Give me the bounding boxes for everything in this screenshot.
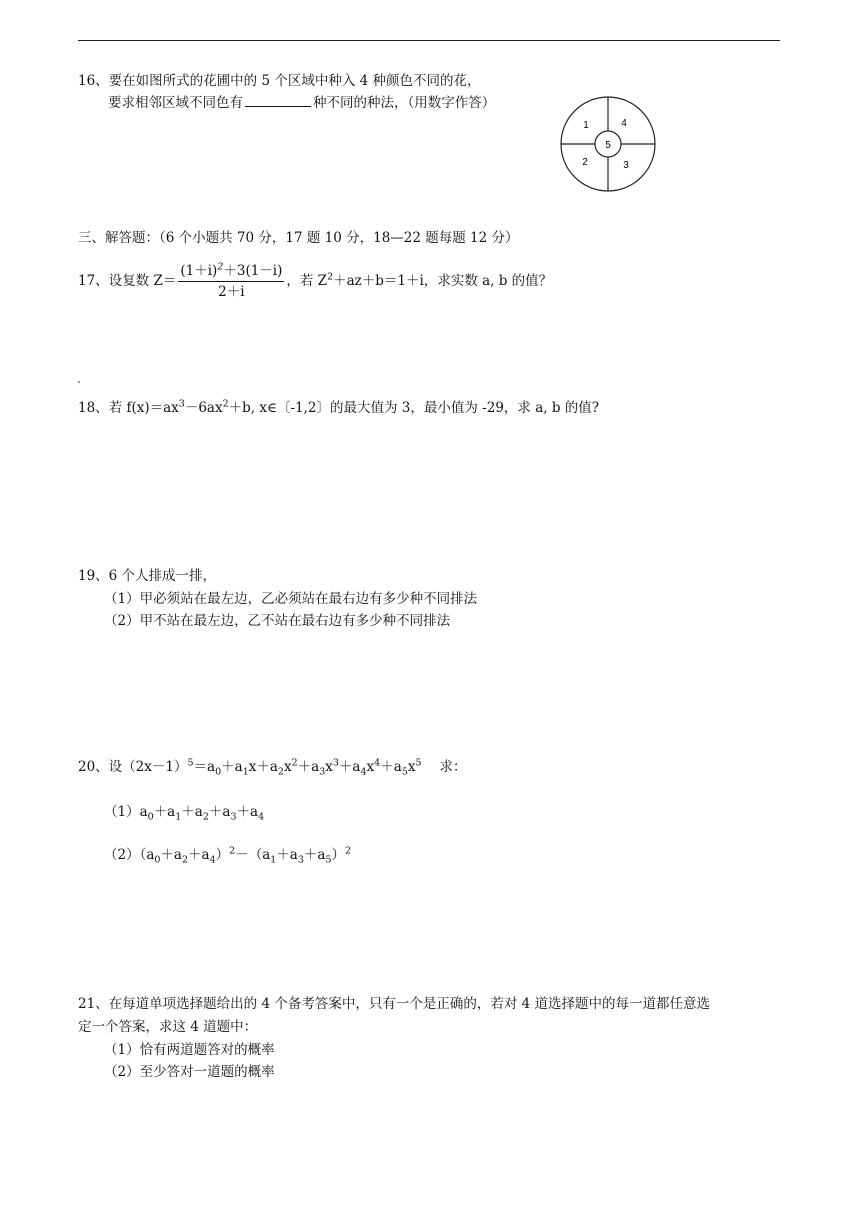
- q18-a: 18、若 f(x)＝ax: [78, 400, 179, 416]
- q20-p2-s2: 2: [182, 854, 189, 866]
- answer-blank: [245, 94, 311, 107]
- q20-part1: [104, 803, 264, 821]
- q21-line2: 定一个答案，求这 4 道题中：: [78, 1019, 258, 1035]
- q20-s0: 0: [215, 766, 222, 778]
- q17-num-exp: 2: [217, 261, 224, 273]
- q20-s4: 4: [360, 766, 367, 778]
- q20-e: 5: [187, 757, 194, 769]
- q17-fraction: [178, 261, 284, 302]
- q20-p2-c: ＋a: [188, 847, 210, 863]
- q20-tail: 求：: [439, 759, 467, 775]
- q16-line2-post: 种不同的种法，（用数字作答）: [313, 95, 496, 111]
- q20-p2-s5: 5: [325, 854, 332, 866]
- q20-t8: ＋a: [380, 759, 402, 775]
- q20-p2-e2: 2: [345, 845, 352, 857]
- q20-p1-s4: 4: [258, 811, 265, 823]
- q18: [78, 399, 599, 417]
- q20-p2-e1: 2: [229, 845, 236, 857]
- q20-s2: 2: [277, 766, 284, 778]
- region-label-2: 2: [582, 157, 588, 168]
- q20-t6: ＋a: [338, 759, 361, 775]
- q17-post-exp: 2: [327, 271, 334, 283]
- q20-t1: ＋a: [221, 759, 243, 775]
- region-label-4: 4: [621, 118, 627, 129]
- q20-p1-c: ＋a: [181, 804, 203, 820]
- q19-part1: （1）甲必须站在最左边，乙必须站在最右边有多少种不同排法: [104, 591, 478, 607]
- q17-denominator: [178, 282, 284, 302]
- q20-e4: 4: [374, 757, 381, 769]
- q20-t4: ＋a: [297, 759, 320, 775]
- q20-e3: 3: [332, 757, 339, 769]
- q16-line2-pre: 要求相邻区域不同色有: [108, 95, 243, 111]
- q20-p2-s0: 0: [154, 854, 161, 866]
- q19-part2: （2）甲不站在最左边，乙不站在最右边有多少种不同排法: [104, 613, 451, 629]
- q20-p2-d: ）: [215, 847, 230, 863]
- q17-num-a: (1＋i): [180, 263, 218, 279]
- q20-s5: 5: [401, 766, 408, 778]
- q20-p2-s1: 1: [270, 854, 277, 866]
- q18-e2: 2: [222, 398, 229, 410]
- q20-s3: 3: [319, 766, 326, 778]
- region-label-5: 5: [605, 140, 611, 151]
- q20-p2-s4: 4: [209, 854, 216, 866]
- q20-p1-d: ＋a: [208, 804, 231, 820]
- q20-t5: x: [325, 759, 333, 775]
- q21-line1: 21、在每道单项选择题给出的 4 个备考答案中，只有一个是正确的，若对 4 道选择题中的每一道都任意选: [78, 996, 711, 1012]
- q20-p1-s2: 2: [202, 811, 209, 823]
- q16-line1: 16、要在如图所式的花圃中的 5 个区域中种入 4 种颜色不同的花，: [78, 73, 481, 89]
- q18-e1: 3: [178, 398, 185, 410]
- q20-p2-a: （2）（a: [104, 847, 155, 863]
- q17-numerator: [178, 261, 284, 282]
- header-rule: [78, 40, 780, 41]
- q20-p2-b: ＋a: [160, 847, 182, 863]
- q17-num-b: ＋3(1－i): [223, 263, 283, 279]
- q20-t9: x: [407, 759, 416, 775]
- q20-p1-s1: 1: [175, 811, 182, 823]
- q20-p1-a: （1）a: [104, 804, 148, 820]
- q20-b: ＝a: [193, 759, 216, 775]
- q20-s1: 1: [242, 766, 249, 778]
- q20-p1-e: ＋a: [236, 804, 259, 820]
- q19-stem: 19、6 个人排成一排，: [78, 568, 217, 584]
- q20-p2-h: ＋a: [303, 847, 326, 863]
- q20-p1-b: ＋a: [153, 804, 176, 820]
- q17-post-a: ，若 Z: [286, 273, 328, 289]
- flowerbed-diagram: [558, 94, 658, 194]
- q20-p2-i: ）: [331, 847, 346, 863]
- q17-den: 2＋i: [218, 284, 245, 300]
- q18-b: －6ax: [184, 400, 223, 416]
- q20-a: 20、设（2x－1）: [78, 759, 188, 775]
- q20-p1-s0: 0: [147, 811, 154, 823]
- q20-stem: [78, 758, 466, 776]
- q20-e2: 2: [291, 757, 298, 769]
- q17: [78, 260, 552, 302]
- section3-title: 三、解答题：（6 个小题共 70 分，17 题 10 分，18—22 题每题 12 分）: [78, 230, 519, 246]
- region-label-1: 1: [583, 120, 589, 131]
- q20-p2-f: －（a: [235, 847, 271, 863]
- q21-part1: （1）恰有两道题答对的概率: [104, 1042, 275, 1058]
- q20-t2: x＋a: [248, 759, 278, 775]
- q16-line2: [108, 94, 495, 112]
- q17-post-b: ＋az＋b＝1＋i，求实数 a, b 的值？: [333, 273, 553, 289]
- q18-c: ＋b, x∈〔-1,2〕的最大值为 3，最小值为 -29，求 a, b 的值?: [228, 400, 600, 416]
- q17-pre: 17、设复数 Z＝: [78, 273, 177, 289]
- q20-e5: 5: [415, 757, 422, 769]
- q20-p1-s3: 3: [230, 811, 237, 823]
- q20-part2: [104, 846, 351, 864]
- q20-p2-g: ＋a: [276, 847, 298, 863]
- q21-part2: （2）至少答对一道题的概率: [104, 1064, 275, 1080]
- q20-p2-s3: 3: [297, 854, 304, 866]
- region-label-3: 3: [623, 160, 629, 171]
- q20-t3: x: [283, 759, 292, 775]
- q20-t7: x: [366, 759, 375, 775]
- stray-dot: [78, 381, 80, 383]
